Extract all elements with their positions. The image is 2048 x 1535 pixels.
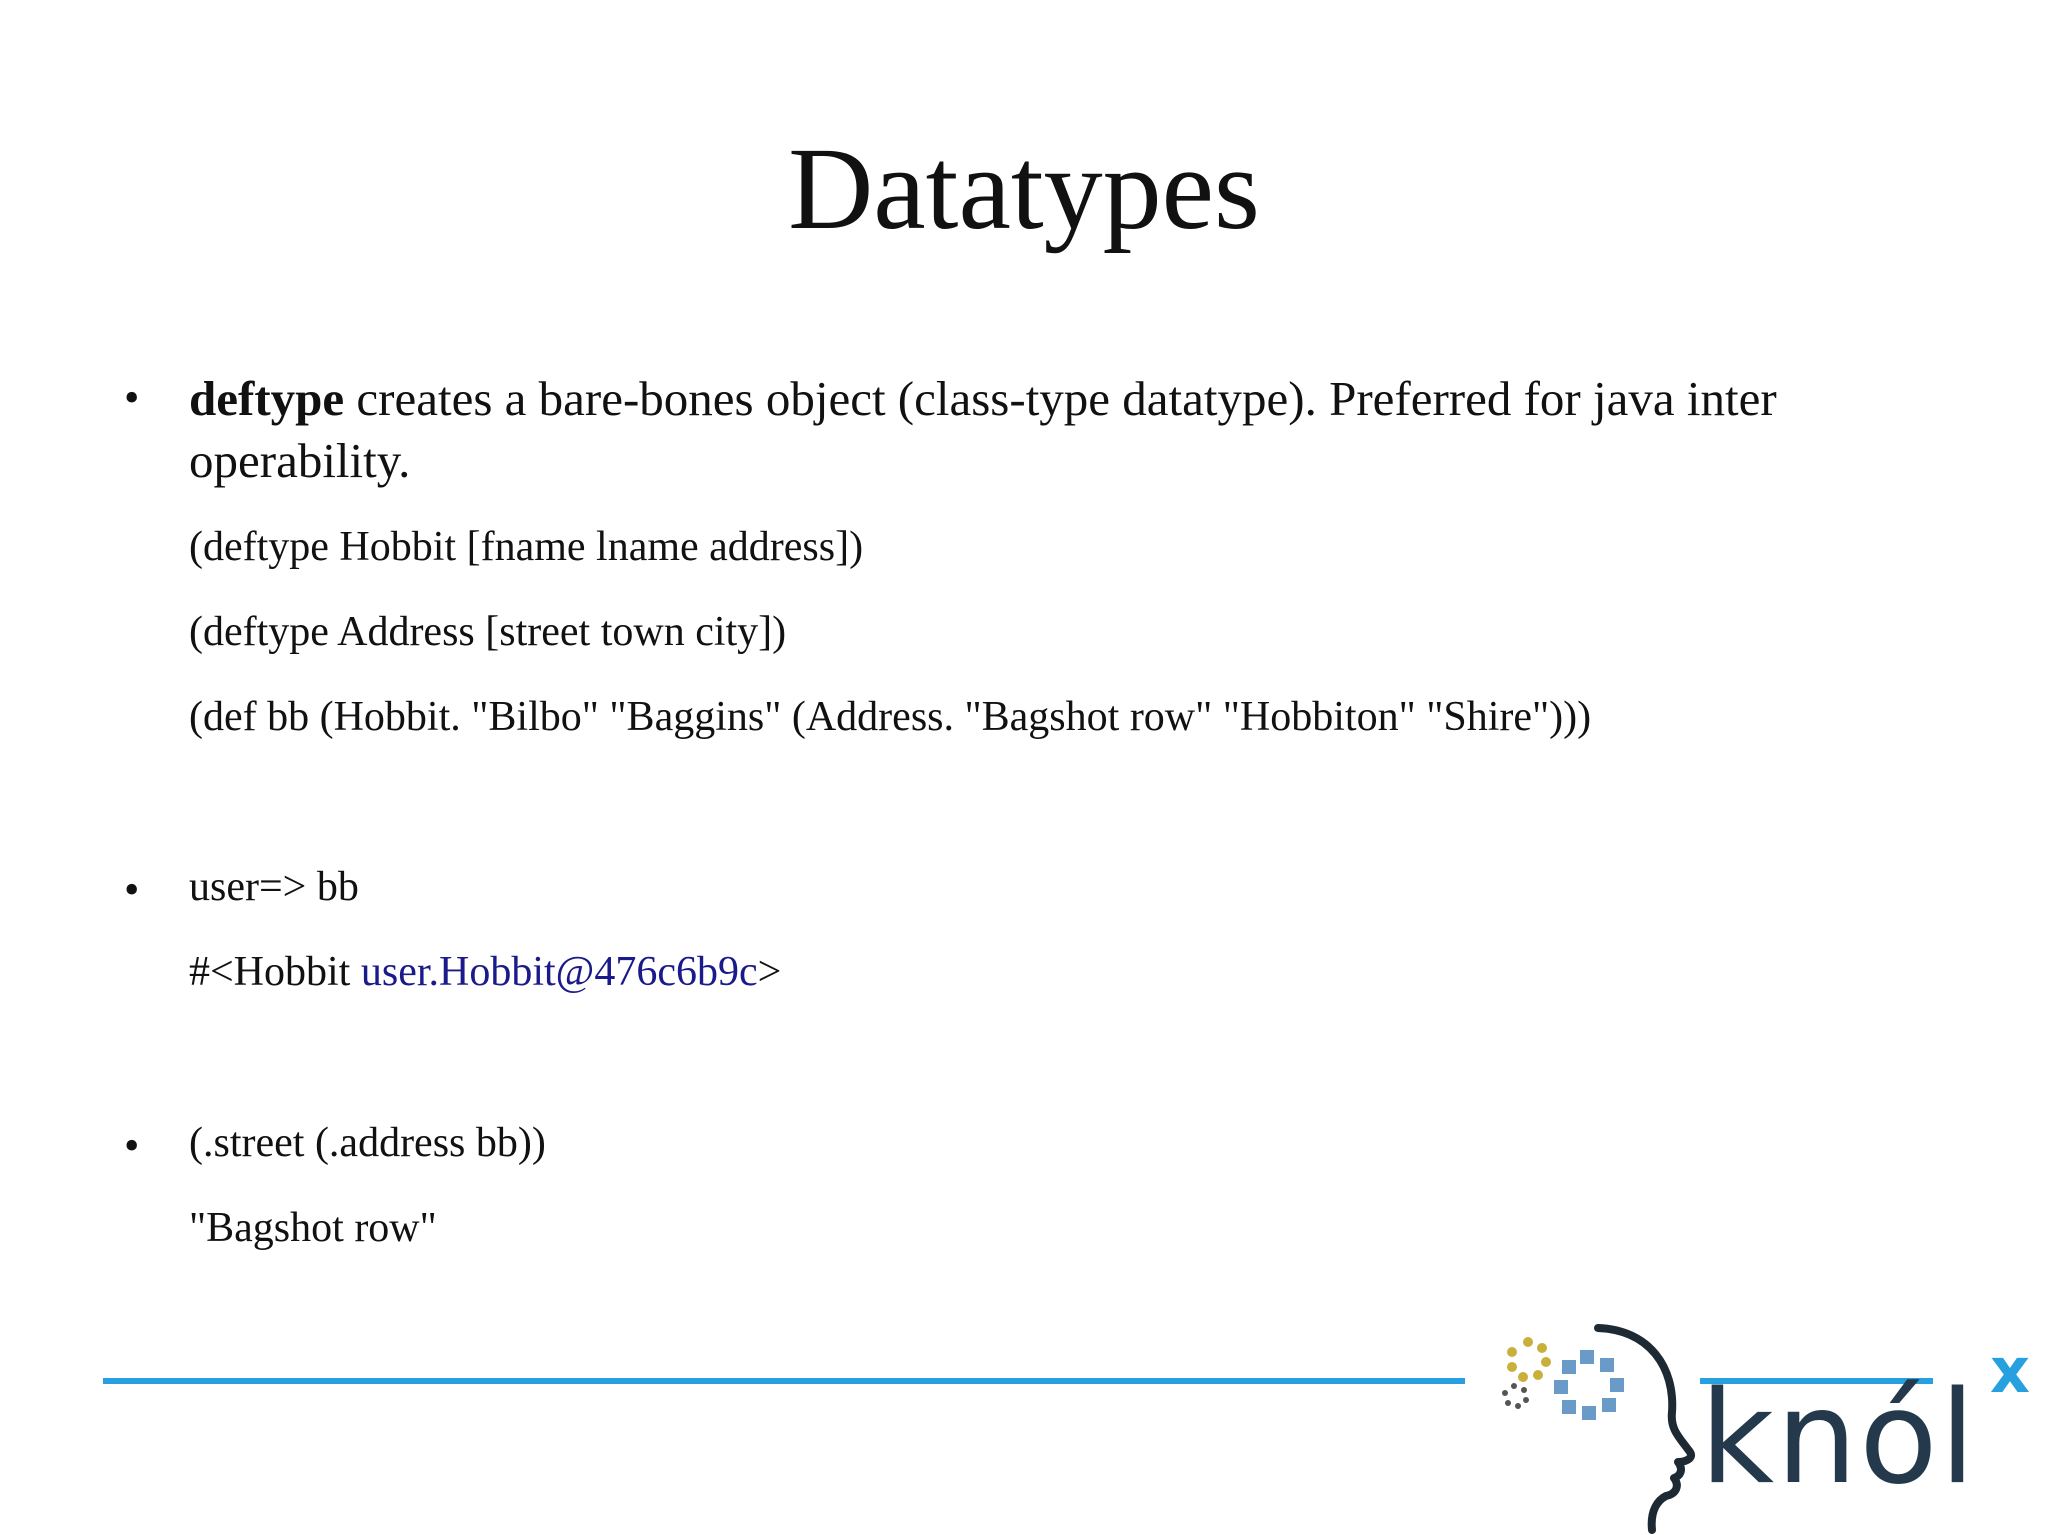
repl-input: (.street (.address bb)) [189, 1120, 546, 1166]
repl-input: user=> bb [189, 864, 359, 910]
bullet-marker: • [124, 1121, 140, 1170]
output-suffix: > [757, 949, 782, 995]
repl-output: "Bagshot row" [189, 1205, 437, 1251]
logo-wordmark: knól [1700, 1364, 1978, 1513]
footer-rule-left [103, 1378, 1465, 1384]
bullet-description: creates a bare-bones object (class-type datatype). Preferred for java inter operability. [189, 371, 1777, 488]
gold-gear-icon [1507, 1337, 1551, 1382]
logo-superscript: x [1990, 1334, 2030, 1407]
blue-gear-icon [1554, 1350, 1624, 1420]
code-line: (deftype Hobbit [fname lname address]) [189, 524, 864, 570]
object-reference: user.Hobbit@476c6b9c [360, 949, 758, 995]
code-line: (deftype Address [street town city]) [189, 609, 787, 655]
output-prefix: #<Hobbit [189, 949, 361, 995]
bullet-marker: • [124, 865, 140, 914]
slide-title: Datatypes [788, 123, 1260, 254]
code-line: (def bb (Hobbit. "Bilbo" "Baggins" (Address. "Bagshot row" "Hobbiton" "Shire"))) [189, 694, 1592, 740]
keyword-deftype: deftype [189, 371, 345, 426]
bullet-marker: • [124, 373, 140, 422]
repl-output [189, 951, 781, 993]
small-gear-icon [1502, 1383, 1529, 1409]
bullet-text [189, 368, 1968, 492]
